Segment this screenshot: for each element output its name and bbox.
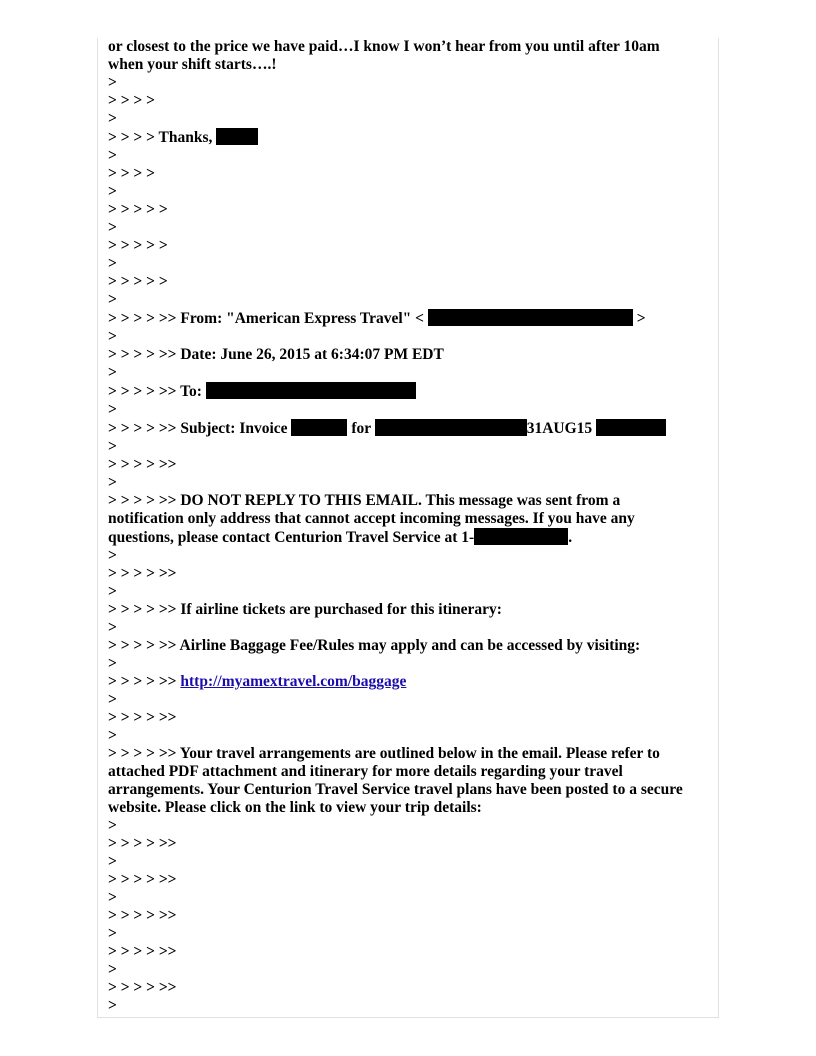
body-line: or closest to the price we have paid…I know I won’t hear from you until after 10am	[108, 38, 660, 55]
redaction-bar	[291, 419, 347, 436]
quote-marker: >	[108, 438, 117, 455]
body-line: when your shift starts….!	[108, 56, 277, 73]
quote-marker: >	[108, 853, 117, 870]
body-line: > > > > >> DO NOT REPLY TO THIS EMAIL. This message was sent from a	[108, 492, 621, 509]
quote-marker: >	[108, 110, 117, 127]
quote-line: > > > > >>	[108, 871, 177, 888]
body-line: > > > > >> If airline tickets are purchased for this itinerary:	[108, 601, 502, 618]
quote-marker: >	[108, 691, 117, 708]
quote-marker: >	[108, 961, 117, 978]
body-line: website. Please click on the link to view your trip details:	[108, 799, 482, 816]
quote-marker: >	[108, 328, 117, 345]
link-prefix: > > > > >>	[108, 673, 177, 690]
quote-marker: >	[108, 147, 117, 164]
quote-line: > > > > >	[108, 201, 168, 218]
quote-marker: >	[108, 183, 117, 200]
email-body	[108, 38, 708, 1015]
quote-marker: >	[108, 74, 117, 91]
contact-line	[108, 528, 708, 547]
contact-period: .	[568, 529, 573, 546]
quote-marker: >	[108, 727, 117, 744]
redaction-bar	[428, 309, 633, 326]
quote-line: > > > > >>	[108, 835, 177, 852]
redaction-bar	[216, 128, 258, 145]
body-line: attached PDF attachment and itinerary for more details regarding your travel	[108, 763, 623, 780]
redaction-bar	[375, 419, 527, 436]
quote-line: > > > > >	[108, 273, 168, 290]
quote-marker: >	[108, 655, 117, 672]
quote-marker: >	[108, 474, 117, 491]
subject-line	[108, 419, 708, 438]
body-line: notification only address that cannot accept incoming messages. If you have any	[108, 510, 635, 527]
quote-marker: >	[108, 291, 117, 308]
quote-line: > > > >	[108, 92, 155, 109]
quote-line: > > > > >>	[108, 907, 177, 924]
body-line: > > > > >> Airline Baggage Fee/Rules may apply and can be accessed by visiting:	[108, 637, 641, 654]
quote-line: > > > > >>	[108, 456, 177, 473]
redaction-bar	[596, 419, 666, 436]
quote-marker: >	[108, 219, 117, 236]
body-line: > > > > >> Your travel arrangements are outlined below in the email. Please refer to	[108, 745, 660, 762]
subject-date: 31AUG15	[526, 420, 593, 437]
quote-line: > > > > >>	[108, 565, 177, 582]
quote-marker: >	[108, 547, 117, 564]
thanks-line	[108, 128, 708, 147]
quote-marker: >	[108, 619, 117, 636]
quote-marker: >	[108, 925, 117, 942]
baggage-link[interactable]: http://myamextravel.com/baggage	[180, 673, 407, 690]
quote-marker: >	[108, 817, 117, 834]
date-line: > > > > >> Date: June 26, 2015 at 6:34:07 PM EDT	[108, 346, 444, 363]
quote-marker: >	[108, 364, 117, 381]
thanks-text: > > > > Thanks,	[108, 129, 213, 146]
to-line	[108, 382, 708, 401]
subject-for: for	[351, 420, 371, 437]
quote-marker: >	[108, 997, 117, 1014]
to-text: > > > > >> To:	[108, 383, 202, 400]
link-line	[108, 673, 708, 691]
quote-line: > > > > >>	[108, 979, 177, 996]
body-line: arrangements. Your Centurion Travel Service travel plans have been posted to a secure	[108, 781, 683, 798]
quote-line: > > > >	[108, 165, 155, 182]
from-text: > > > > >> From: "American Express Travel" <	[108, 310, 424, 327]
contact-text: questions, please contact Centurion Travel Service at 1-	[108, 529, 475, 546]
quote-marker: >	[108, 401, 117, 418]
quote-marker: >	[108, 583, 117, 600]
subject-text: > > > > >> Subject: Invoice	[108, 420, 288, 437]
from-line	[108, 309, 708, 328]
redaction-bar	[474, 528, 568, 545]
quote-marker: >	[108, 889, 117, 906]
quote-line: > > > > >>	[108, 943, 177, 960]
quote-marker: >	[108, 255, 117, 272]
from-close: >	[636, 310, 646, 327]
quote-line: > > > > >	[108, 237, 168, 254]
redaction-bar	[206, 382, 416, 399]
quote-line: > > > > >>	[108, 709, 177, 726]
